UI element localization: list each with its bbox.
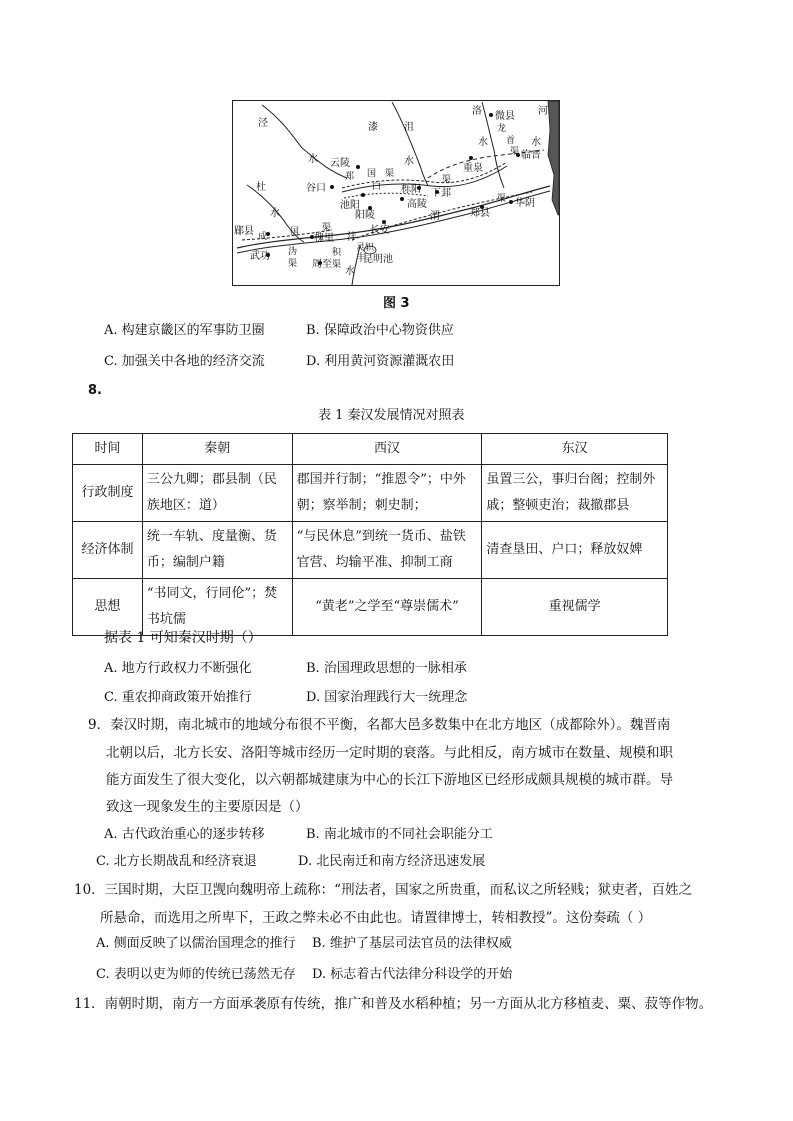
svg-text:渠: 渠 [510,147,520,157]
q10-option-a[interactable]: A. 侧面反映了以儒治国理念的推行 [96,936,296,951]
table-cell: 郡国并行制；“推恩令”；中外朝；察举制；刺史制； [292,465,482,522]
svg-text:池阳: 池阳 [340,200,360,211]
table-cell: 虽置三公，事归台阁；控制外戚；整顿吏治；裁撤郡县 [482,465,668,522]
q8-option-c[interactable]: C. 重农抑商政策开始推行 [104,690,252,705]
svg-text:下邽: 下邽 [431,188,451,199]
table-cell: 统一车轨、度量衡、货币；编制户籍 [142,522,292,579]
row-label: 行政制度 [73,465,143,522]
q9-stem-line-1: 9．秦汉时期，南北城市的地域分布很不平衡，名都大邑多数集中在北方地区（成都除外）。魏晋南 [88,717,671,733]
q9-stem-line-3: 能方面发生了很大变化，以六朝都城建康为中心的长江下游地区已经形成颇具规模的城市群。导 [106,772,673,788]
svg-text:渠: 渠 [497,194,507,204]
q11-stem-line-1: 11．南朝时期，南方一方面承袭原有传统，推广和普及水稻种植；另一方面从北方移植麦、粟、菽等作物。 [74,996,713,1012]
svg-text:水: 水 [308,154,318,165]
svg-text:沮: 沮 [404,122,414,133]
map-figure-3 [232,100,560,286]
svg-text:国: 国 [367,169,377,179]
label-he: 河 [538,106,548,117]
q10-option-d[interactable]: D. 标志着古代法律分科设学的开始 [312,967,513,982]
svg-text:郑县: 郑县 [470,208,490,219]
svg-text:水: 水 [345,266,355,277]
svg-text:渠: 渠 [332,260,342,270]
svg-text:重泉: 重泉 [463,163,483,174]
svg-text:沣: 沣 [347,232,357,243]
svg-text:谷口: 谷口 [306,183,326,194]
table-cell: 清查垦田、户口；释放奴婢 [482,522,668,579]
table-cell: 三公九卿；郡县制（民族地区：道） [142,465,292,522]
label-du: 杜 [256,182,266,193]
q8-table-title: 表 1 秦汉发展情况对照表 [318,408,465,423]
table-header-cell: 秦朝 [142,434,292,465]
svg-text:积: 积 [332,248,342,258]
q8-stem: 据表 1 可知秦汉时期（） [104,630,262,646]
svg-text:丰: 丰 [356,253,366,264]
q8-number: 8. [88,383,102,398]
svg-text:高陵: 高陵 [407,199,427,210]
svg-text:郿县: 郿县 [234,226,254,237]
q9-stem-line-4: 致这一现象发生的主要原因是（） [106,799,309,815]
q9-option-d[interactable]: D. 北民南迁和南方经济迅速发展 [298,854,486,869]
label-qi: 漆 [368,122,378,133]
table-header-cell: 时间 [73,434,143,465]
q7-option-c[interactable]: C. 加强关中各地的经济交流 [104,354,265,369]
svg-text:水: 水 [531,137,541,148]
svg-text:渠: 渠 [442,175,452,185]
table-header-cell: 西汉 [292,434,482,465]
svg-text:水: 水 [478,137,488,148]
map-caption: 图 3 [383,296,410,311]
comparison-table [72,433,668,636]
row-label: 经济体制 [73,522,143,579]
svg-text:渠: 渠 [288,259,298,269]
svg-text:阳陵: 阳陵 [355,210,375,221]
q9-option-c[interactable]: C. 北方长期战乱和经济衰退 [96,854,257,869]
table-header-cell: 东汉 [482,434,668,465]
q10-option-c[interactable]: C. 表明以吏为师的传统已荡然无存 [96,967,296,982]
svg-text:成: 成 [258,232,268,242]
svg-text:武功: 武功 [250,251,270,262]
svg-text:郑: 郑 [345,172,355,182]
label-luo: 洛 [472,106,482,117]
table-row [73,522,668,579]
svg-text:华阴: 华阴 [515,198,535,209]
q10-option-b[interactable]: B. 维护了基层司法官员的法律权威 [312,936,512,951]
label-jing: 泾 [258,118,268,129]
svg-text:栎阳: 栎阳 [401,184,421,195]
q7-option-a[interactable]: A. 构建京畿区的军事防卫圈 [104,323,265,338]
svg-text:水: 水 [404,156,414,167]
q7-option-b[interactable]: B. 保障政治中心物资供应 [306,323,454,338]
svg-text:昆明池: 昆明池 [363,254,393,265]
table-cell: “黄老”之学至“尊崇儒术” [292,579,482,636]
q10-stem-line-1: 10．三国时期，大臣卫觊向魏明帝上疏称：“刑法者，国家之所贵重，而私议之所轻贱；狱吏者，百姓之 [74,882,693,898]
q8-option-b[interactable]: B. 治国理政思想的一脉相承 [306,661,467,676]
table-row [73,465,668,522]
svg-text:周至: 周至 [312,259,332,270]
svg-text:沩: 沩 [288,247,298,257]
table-cell: “与民休息”到统一货币、盐铁官营、均输平准、抑制工商 [292,522,482,579]
q8-option-a[interactable]: A. 地方行政权力不断强化 [104,661,252,676]
q10-stem-line-2: 所悬命，而选用之所卑下，王政之弊未必不由此也。请置律博士，转相教授”。这份奏疏（ ） [100,910,652,926]
svg-text:微县: 微县 [495,111,515,122]
table-row [73,579,668,636]
svg-text:渠: 渠 [385,169,395,179]
row-label: 思想 [73,579,143,636]
table-cell: “书同文，行同伦”；焚书坑儒 [142,579,292,636]
svg-text:槐里: 槐里 [314,233,334,244]
q9-option-b[interactable]: B. 南北城市的不同社会职能分工 [306,827,493,842]
q9-stem-line-2: 北朝以后，北方长安、洛阳等城市经历一定时期的衰落。与此相反，南方城市在数量、规模和职 [106,745,673,761]
svg-text:灵轵: 灵轵 [356,243,375,253]
table-cell: 重视儒学 [482,579,668,636]
svg-text:渠: 渠 [322,223,332,233]
svg-text:龙: 龙 [497,124,507,134]
q8-option-d[interactable]: D. 国家治理践行大一统理念 [306,690,468,705]
svg-text:水: 水 [270,208,280,219]
svg-text:首: 首 [506,136,516,146]
q9-option-a[interactable]: A. 古代政治重心的逐步转移 [104,827,265,842]
svg-text:白: 白 [372,182,382,192]
label-wei: 渭 [430,211,440,222]
svg-text:临晋: 临晋 [521,150,541,161]
svg-text:国: 国 [290,227,300,237]
svg-text:长安: 长安 [370,225,390,236]
svg-text:云陵: 云陵 [330,158,350,169]
table-header-row [73,434,668,465]
q7-option-d[interactable]: D. 利用黄河资源灌溉农田 [306,354,455,369]
